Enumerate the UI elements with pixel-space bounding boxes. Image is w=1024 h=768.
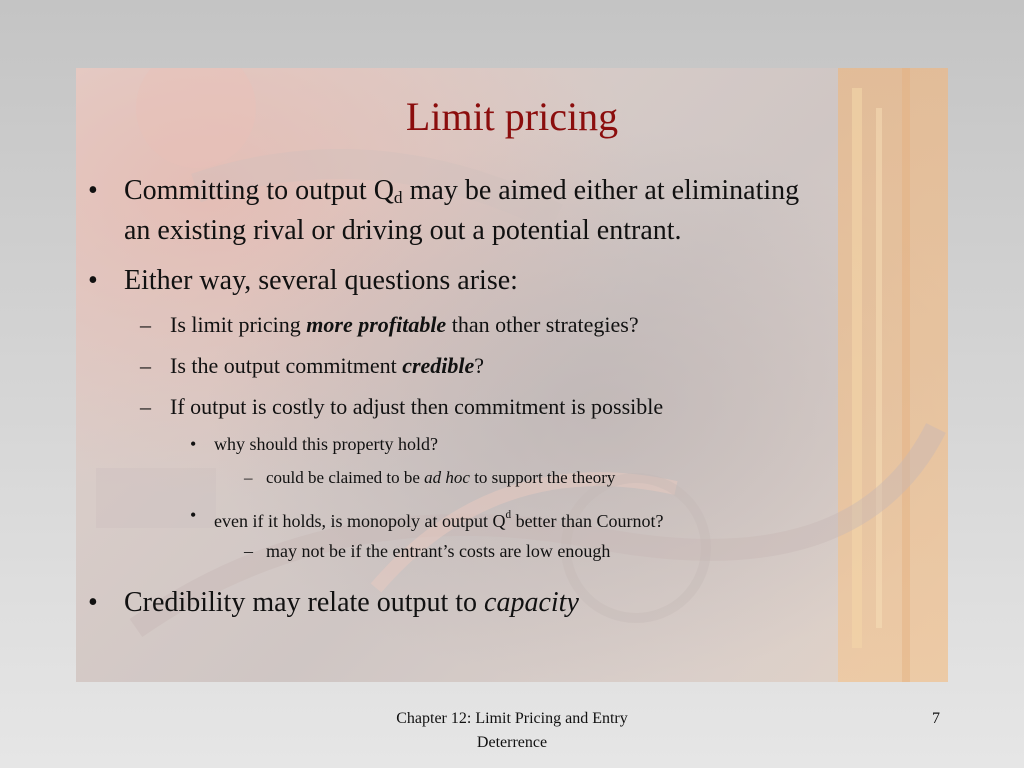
bullet-marker: • [88, 587, 98, 618]
bullet-2-text: Either way, several questions arise: [124, 265, 518, 296]
cournot-pre: even if it holds, is monopoly at output Q [214, 511, 506, 531]
dash-marker: – [244, 541, 253, 561]
q2-post: ? [474, 353, 485, 378]
ad-hoc-post: to support the theory [469, 468, 616, 487]
bullet-1-text-b: may be aimed either at eliminating [402, 175, 800, 206]
q2-pre: Is the output commitment [170, 353, 403, 378]
entrant-costs-text: may not be if the entrant’s costs are low enough [266, 541, 611, 561]
cournot-post: better than Cournot? [511, 511, 664, 531]
q1-pre: Is limit pricing [170, 312, 307, 337]
bullet-3-text [124, 584, 579, 622]
dash-marker: – [244, 468, 253, 487]
dash-marker: – [140, 353, 151, 378]
monopoly-vs-cournot-text [214, 503, 664, 533]
q1-post: than other strategies? [446, 312, 639, 337]
ad-hoc-text [266, 467, 615, 489]
bullet-1-line-2: an existing rival or driving out a potential entrant. [124, 215, 682, 246]
bullet-marker: • [88, 265, 98, 296]
bullet-3-pre: Credibility may relate output to [124, 587, 485, 618]
dash-marker: – [140, 394, 151, 419]
bullet-marker: • [190, 434, 197, 454]
page-number: 7 [932, 710, 940, 727]
bullet-marker: • [190, 505, 197, 525]
ad-hoc-emphasis: ad hoc [424, 468, 470, 487]
bullet-1-text-a: Committing to output Q [124, 175, 394, 206]
footer-chapter-line-2: Deterrence [476, 734, 548, 751]
question-profitable [170, 311, 639, 339]
dash-marker: – [140, 312, 151, 337]
bullet-3-emphasis: capacity [484, 587, 579, 618]
slide-title: Limit pricing [405, 94, 619, 139]
bullet-marker: • [88, 175, 98, 206]
footer-chapter [352, 707, 672, 755]
ad-hoc-pre: could be claimed to be [266, 468, 425, 487]
bullet-1-text [124, 172, 799, 217]
q1-emphasis: more profitable [306, 312, 447, 337]
footer-chapter-line-1: Chapter 12: Limit Pricing and Entry [396, 710, 628, 727]
q2-emphasis: credible [402, 353, 475, 378]
subscript-d: d [393, 188, 403, 207]
why-hold-text: why should this property hold? [214, 434, 438, 454]
question-costly-adjust: If output is costly to adjust then commitment is possible [170, 394, 664, 419]
superscript-d: d [505, 509, 512, 521]
question-credible [170, 352, 484, 380]
